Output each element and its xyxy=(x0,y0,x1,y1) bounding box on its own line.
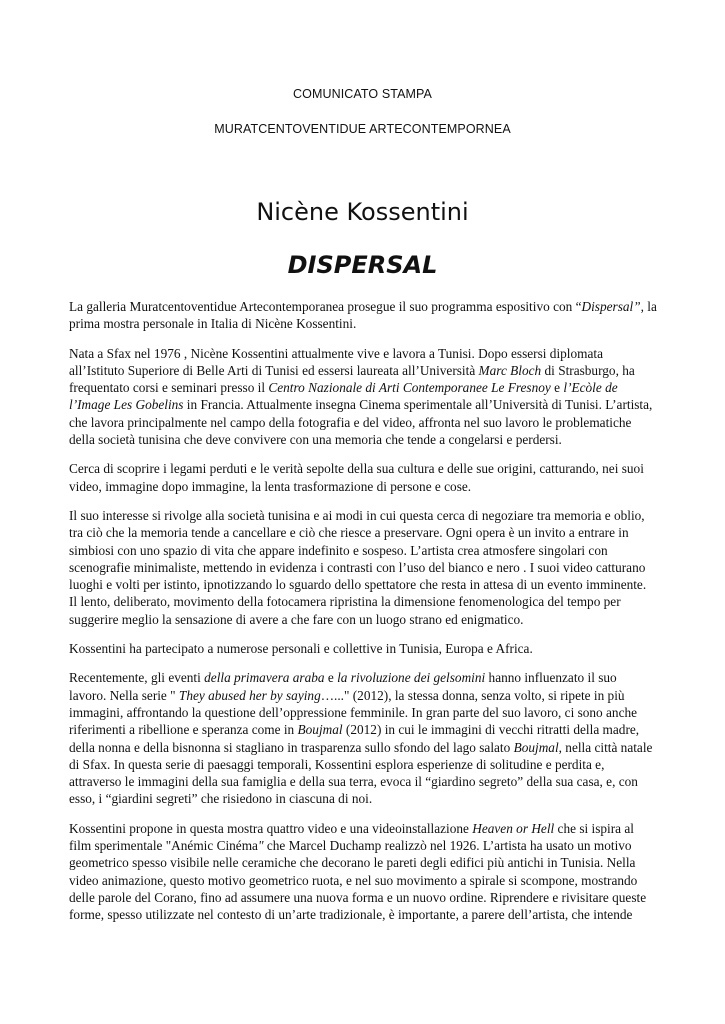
exhibition-title: DISPERSAL xyxy=(287,251,438,279)
paragraph-research: Cerca di scoprire i legami perduti e le verità sepolte della sua cultura e delle sue origini, catturando, nei suoi video, immagine dopo immagine, la lenta trasformazione di persone e cose. xyxy=(69,461,644,494)
italic-run: l’Ecòle de l’Image Les Gobelins xyxy=(69,380,618,413)
italic-run: Heaven or Hell xyxy=(472,820,555,836)
text-run: (2012) in cui le immagini di vecchi ritratti della madre, della nonna e della bisnonna si stagliano in trasparenza sullo sfondo del lago salato xyxy=(69,722,640,755)
italic-run: " xyxy=(257,838,264,854)
press-release-label: COMUNICATO STAMPA xyxy=(293,87,432,101)
text-run: , nella città natale di Sfax. In questa serie di paesaggi temporali, Kossentini esplora esperienze di solitudine e perdita e, attraverso le immagini della sua famiglia e della sua terra, evoca il “giardino segreto” della sua casa, e, con esso, i “giardini segreti” che risiedono in ciascuna di noi. xyxy=(69,739,653,807)
text-run: e xyxy=(324,670,338,686)
gallery-name: MURATCENTOVENTIDUE ARTECONTEMPORNEA xyxy=(214,122,511,136)
text-run: che si ispira al film sperimentale "Anémic Cinéma xyxy=(69,820,634,854)
italic-run: Dispersal” xyxy=(581,299,641,314)
paragraph-biography xyxy=(69,345,657,449)
text-run: di Strasburgo, ha frequentato corsi e seminari presso il xyxy=(69,362,635,396)
paragraph-interest: Il suo interesse si rivolge alla società tunisina e ai modi in cui questa cerca di negoziare tra memoria e oblio, tra ciò che la memoria tende a cancellare e ciò che riesce a preservare. Ogni opera è un invito a entrare in simbiosi con uno spazio di vita che appare indefinito e sospeso. L’artista crea atmosfere singolari con scenografie minimaliste, mettendo in evidenza i contrasti con l’uso del bianco e nero . I suoi video catturano luoghi e volti per istinto, ipnotizzando lo sguardo dello spettatore che resta in attesa di un evento imminente. Il lento, deliberato, movimento della fotocamera ripristina la dimensione fenomenologica del tempo per suggerire meglio la sensazione di avere a che fare con un luogo strano ed enigmatico. xyxy=(69,507,647,627)
text-run: hanno influenzato il suo lavoro. Nella serie " xyxy=(69,670,617,703)
italic-run: Marc Bloch xyxy=(478,362,542,378)
text-run: e xyxy=(550,380,564,396)
paragraph-current-show xyxy=(69,820,657,924)
text-run: che Marcel Duchamp realizzò nel 1926. L’artista ha usato un motivo geometrico spesso visibile nelle ceramiche che decorano le pareti degli edifici più antichi in Tunisia. Nella video animazione, questo motivo geometrico ruota, e nel suo movimento a spirale si scompone, mostrando delle parole del Corano, fino ad assumere una nuova forma e un nuovo ordine. Riprendere e rivisitare queste forme, spesso utilizzate nel contesto di un’arte tradizionale, è importante, a parere dell’artista, che intende xyxy=(69,838,647,923)
text-run: , la prima mostra personale in Italia di Nicène Kossentini. xyxy=(69,299,657,332)
italic-run: They abused her by saying xyxy=(178,687,321,703)
text-run: in Francia. Attualmente insegna Cinema sperimentale all’Università di Tunisi. L’artista, che lavora principalmente nel campo della fotografia e del video, affronta nel suo lavoro le problematiche della società tunisina che deve convivere con una memoria che tende a congelarsi e perdersi. xyxy=(69,397,653,448)
paragraph-exhibitions: Kossentini ha partecipato a numerose personali e collettive in Tunisia, Europa e Africa. xyxy=(69,641,533,657)
paragraph-intro xyxy=(69,298,657,333)
text-run: Kossentini propone in questa mostra quattro video e una videoinstallazione xyxy=(69,820,473,836)
text-run: Nata a Sfax nel 1976 , Nicène Kossentini attualmente vive e lavora a Tunisi. Dopo essersi diplomata all’Istituto Superiore di Belle Arti di Tunisi ed essersi laureata all’Università xyxy=(69,345,603,378)
italic-run: la rivoluzione dei gelsomini xyxy=(337,670,486,686)
paragraph-recent-work xyxy=(69,669,657,807)
italic-run: Boujmal xyxy=(513,739,559,755)
text-run: Recentemente, gli eventi xyxy=(69,670,205,686)
text-run: La galleria Muratcentoventidue Artecontemporanea prosegue il suo programma espositivo con “ xyxy=(69,299,582,314)
italic-run: Centro Nazionale di Arti Contemporanee Le Fresnoy xyxy=(268,380,551,396)
italic-run: della primavera araba xyxy=(204,670,325,686)
document-body xyxy=(69,298,657,936)
text-run: …..." (2012), la stessa donna, senza volto, si ripete in più immagini, affrontando la questione dell’oppressione femminile. In gran parte del suo lavoro, ci sono anche riferimenti a ribellione e speranza come in xyxy=(69,687,638,738)
italic-run: Boujmal xyxy=(297,722,343,738)
artist-name: Nicène Kossentini xyxy=(256,198,469,226)
